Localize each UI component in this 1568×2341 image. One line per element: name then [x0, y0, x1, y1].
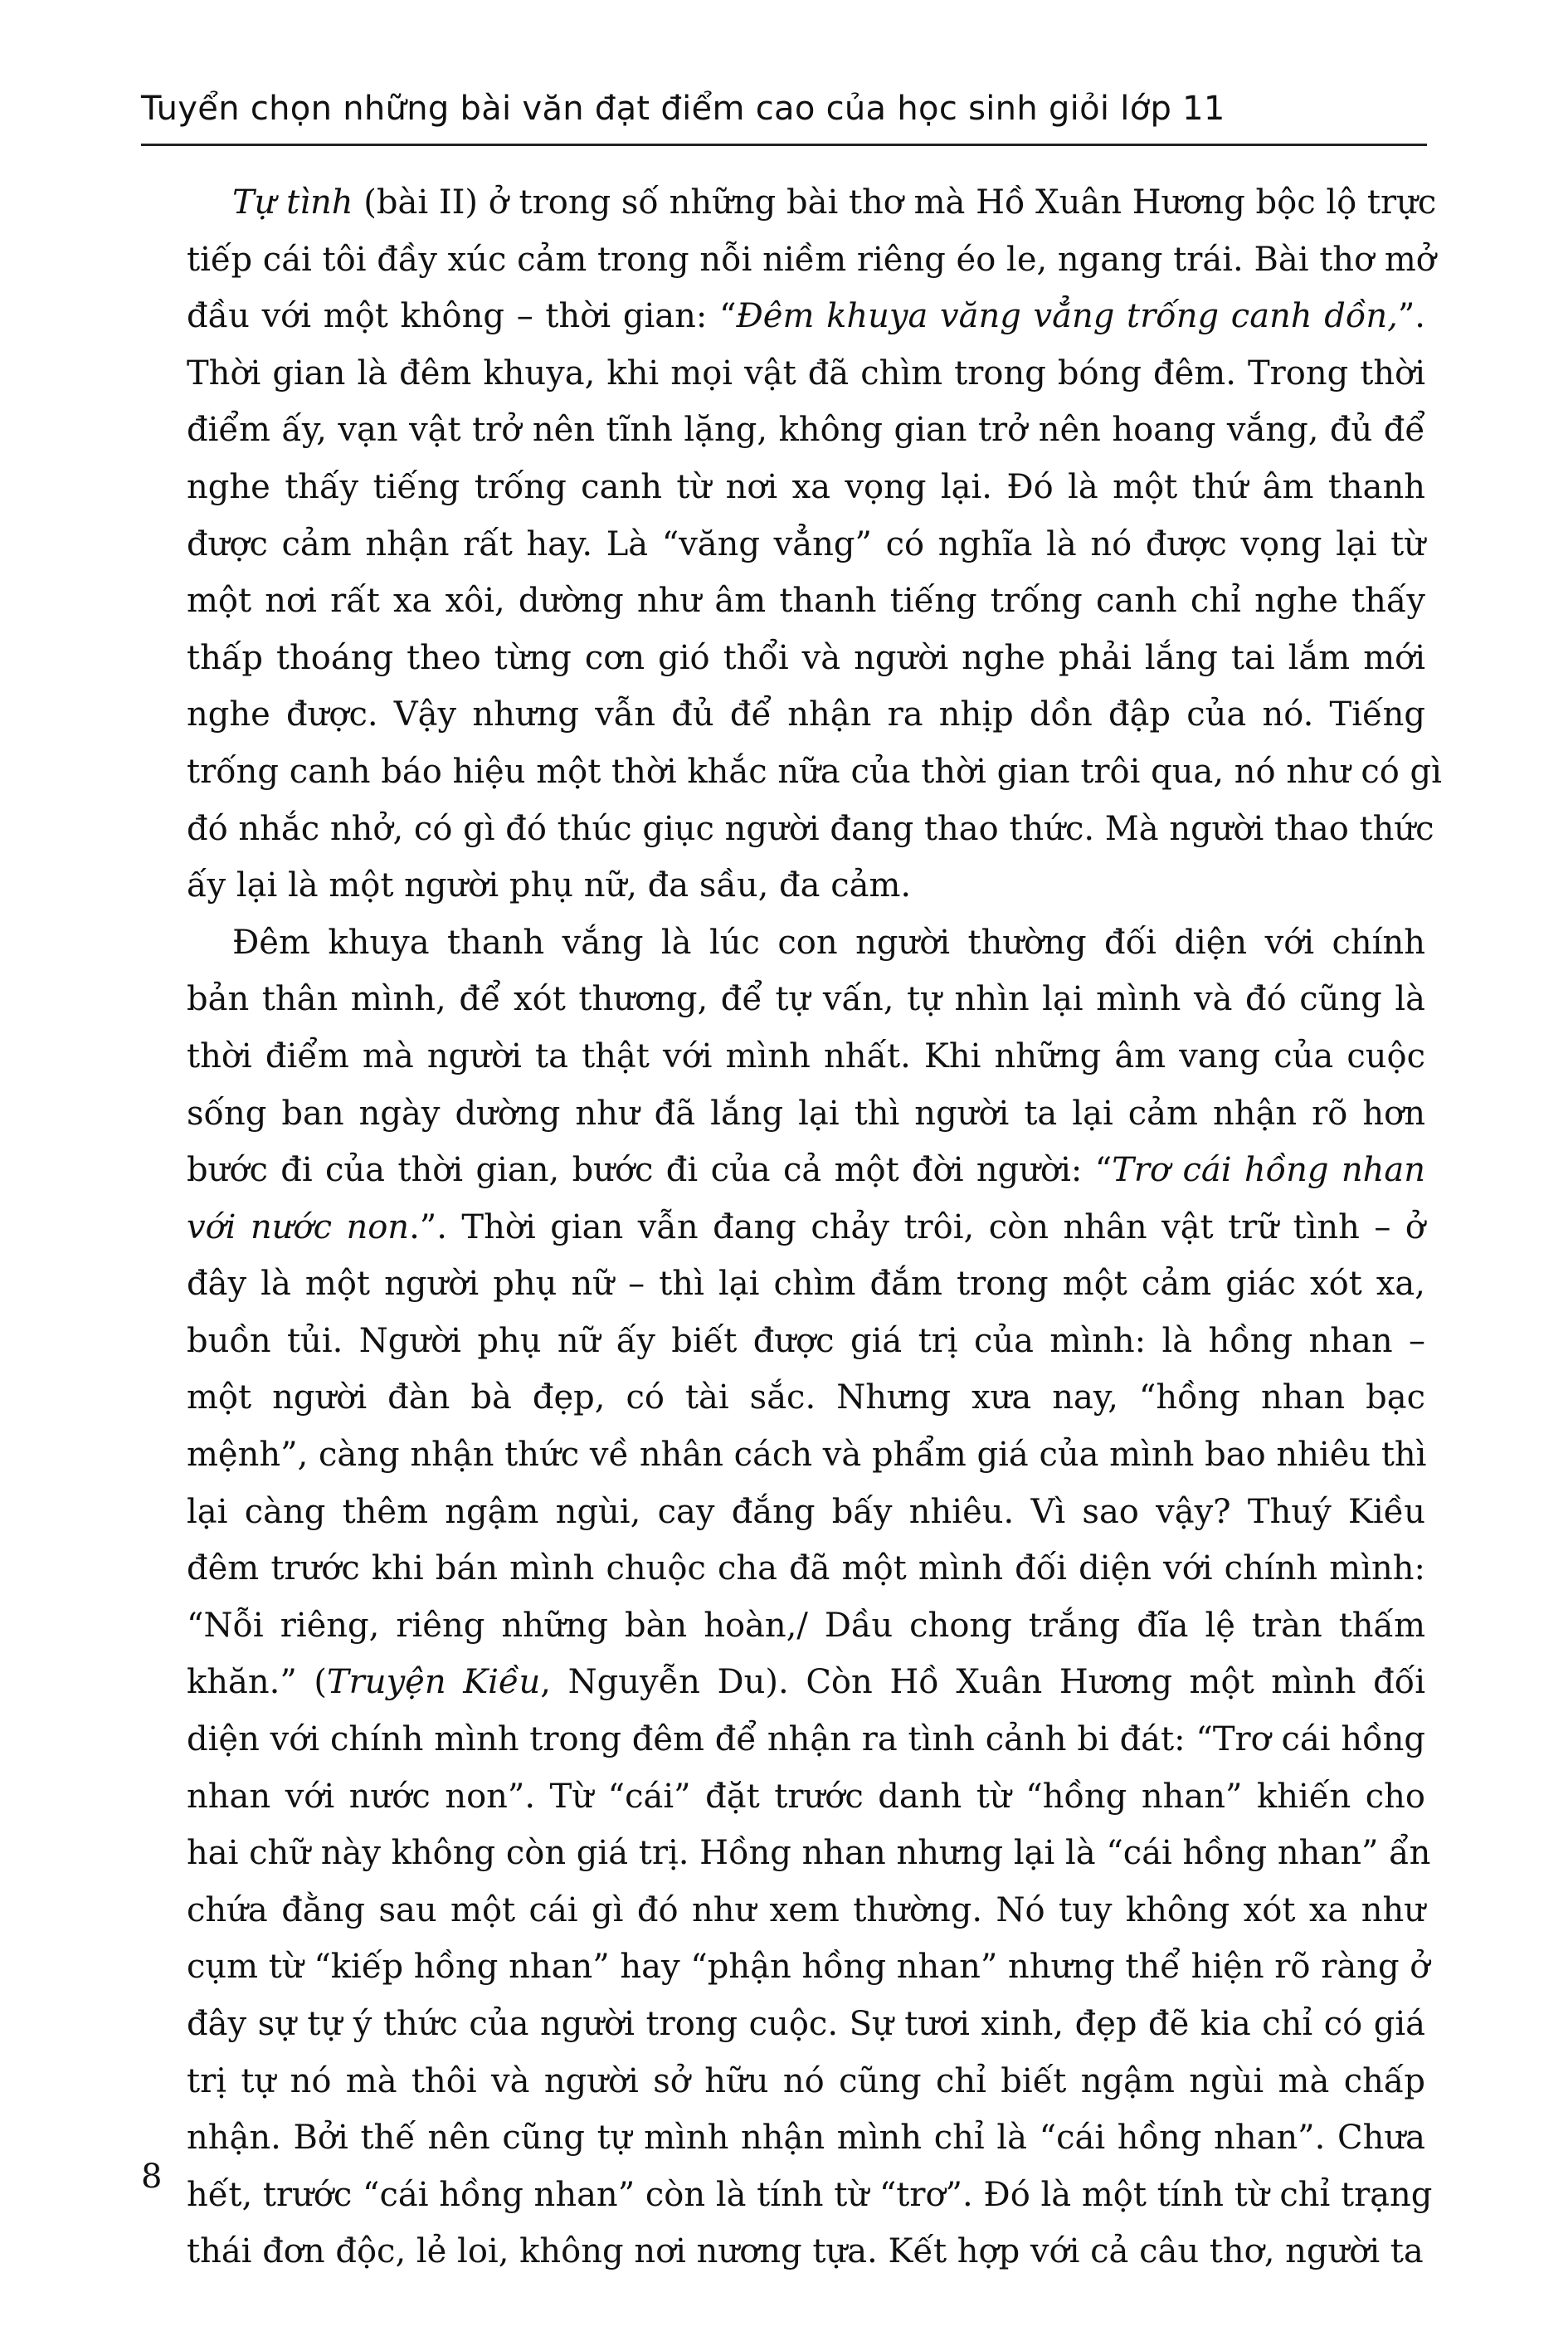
text-line: thái đơn độc, lẻ loi, không nơi nương tựa. Kết hợp với cả câu thơ, người ta — [187, 2232, 1424, 2271]
text-line: thấp thoáng theo từng cơn gió thổi và người nghe phải lắng tai lắm mới — [187, 638, 1425, 677]
text-line: đêm trước khi bán mình chuộc cha đã một mình đối diện với chính mình: — [187, 1549, 1425, 1588]
text-line: chứa đằng sau một cái gì đó như xem thường. Nó tuy không xót xa như — [187, 1890, 1425, 1929]
text-segment: Truyện Kiều — [327, 1663, 541, 1702]
text-line: trị tự nó mà thôi và người sở hữu nó cũng chỉ biết ngậm ngùi mà chấp — [187, 2061, 1425, 2100]
text-line: hai chữ này không còn giá trị. Hồng nhan nhưng lại là “cái hồng nhan” ẩn — [187, 1834, 1431, 1873]
text-line: đây là một người phụ nữ – thì lại chìm đắm trong một cảm giác xót xa, — [187, 1265, 1425, 1304]
text-line — [187, 1654, 1425, 1711]
text-line: cụm từ “kiếp hồng nhan” hay “phận hồng nhan” nhưng thể hiện rõ ràng ở — [187, 1948, 1430, 1987]
text-line: đây sự tự ý thức của người trong cuộc. Sự tươi xinh, đẹp đẽ kia chỉ có giá — [187, 2005, 1425, 2043]
text-line: lại càng thêm ngậm ngùi, cay đắng bấy nhiêu. Vì sao vậy? Thuý Kiều — [187, 1492, 1425, 1531]
text-segment: với nước non — [187, 1207, 410, 1246]
text-segment: .”. Thời gian vẫn đang chảy trôi, còn nhân vật trữ tình – ở — [409, 1207, 1425, 1246]
text-line: tiếp cái tôi đầy xúc cảm trong nỗi niềm riêng éo le, ngang trái. Bài thơ mở — [187, 240, 1436, 279]
text-line: sống ban ngày dường như đã lắng lại thì người ta lại cảm nhận rõ hơn — [187, 1094, 1425, 1133]
text-line — [187, 288, 1425, 345]
text-line: mệnh”, càng nhận thức về nhân cách và phẩm giá của mình bao nhiêu thì — [187, 1436, 1427, 1475]
text-line — [187, 1199, 1425, 1256]
text-line: được cảm nhận rất hay. Là “văng vẳng” có nghĩa là nó được vọng lại từ — [187, 524, 1425, 563]
body-text — [187, 174, 1442, 2280]
text-line: nhan với nước non”. Từ “cái” đặt trước danh từ “hồng nhan” khiến cho — [187, 1777, 1425, 1816]
text-segment: ”. — [1397, 297, 1425, 336]
header-rule — [141, 144, 1427, 146]
text-line: thời điểm mà người ta thật với mình nhất. Khi những âm vang của cuộc — [187, 1036, 1425, 1075]
text-line: hết, trước “cái hồng nhan” còn là tính từ “trơ”. Đó là một tính từ chỉ trạng — [187, 2175, 1433, 2214]
text-segment: Đêm khuya văng vẳng trống canh dồn, — [736, 297, 1398, 336]
text-line: đó nhắc nhở, có gì đó thúc giục người đang thao thức. Mà người thao thức — [187, 809, 1434, 848]
text-line: ấy lại là một người phụ nữ, đa sầu, đa cảm. — [187, 866, 912, 905]
text-segment: Tự tình — [232, 183, 353, 222]
text-line: trống canh báo hiệu một thời khắc nữa của thời gian trôi qua, nó như có gì — [187, 752, 1442, 791]
text-line: một nơi rất xa xôi, dường như âm thanh tiếng trống canh chỉ nghe thấy — [187, 582, 1425, 621]
text-segment: Trơ cái hồng nhan — [1112, 1151, 1426, 1190]
text-line — [187, 174, 1437, 232]
text-line: điểm ấy, vạn vật trở nên tĩnh lặng, không gian trở nên hoang vắng, đủ để — [187, 411, 1425, 450]
paragraph-1 — [187, 174, 1442, 914]
text-segment: đầu với một không – thời gian: “ — [187, 297, 737, 336]
paragraph-2 — [187, 914, 1433, 2280]
text-segment: bước đi của thời gian, bước đi của cả một đời người: “ — [187, 1151, 1113, 1190]
text-line: một người đàn bà đẹp, có tài sắc. Nhưng xưa nay, “hồng nhan bạc — [187, 1378, 1425, 1417]
text-segment: khăn.” ( — [187, 1663, 327, 1702]
text-line: nghe được. Vậy nhưng vẫn đủ để nhận ra nhịp dồn đập của nó. Tiếng — [187, 695, 1425, 734]
text-line — [187, 1142, 1425, 1199]
text-line: nhận. Bởi thế nên cũng tự mình nhận mình chỉ là “cái hồng nhan”. Chưa — [187, 2119, 1425, 2158]
running-header: Tuyển chọn những bài văn đạt điểm cao của học sinh giỏi lớp 11 — [141, 90, 1225, 128]
page-number: 8 — [141, 2158, 163, 2196]
text-line: Đêm khuya thanh vắng là lúc con người thường đối diện với chính — [232, 923, 1425, 962]
text-line: buồn tủi. Người phụ nữ ấy biết được giá trị của mình: là hồng nhan – — [187, 1321, 1425, 1360]
text-line: diện với chính mình trong đêm để nhận ra tình cảnh bi đát: “Trơ cái hồng — [187, 1720, 1425, 1759]
text-line: bản thân mình, để xót thương, để tự vấn, tự nhìn lại mình và đó cũng là — [187, 980, 1425, 1019]
text-segment: , Nguyễn Du). Còn Hồ Xuân Hương một mình đối — [540, 1663, 1425, 1702]
text-segment: (bài II) ở trong số những bài thơ mà Hồ Xuân Hương bộc lộ trực — [353, 183, 1437, 222]
text-line: nghe thấy tiếng trống canh từ nơi xa vọng lại. Đó là một thứ âm thanh — [187, 467, 1425, 506]
text-line: “Nỗi riêng, riêng những bàn hoàn,/ Dầu chong trắng đĩa lệ tràn thấm — [187, 1606, 1425, 1645]
text-line: Thời gian là đêm khuya, khi mọi vật đã chìm trong bóng đêm. Trong thời — [187, 354, 1425, 393]
